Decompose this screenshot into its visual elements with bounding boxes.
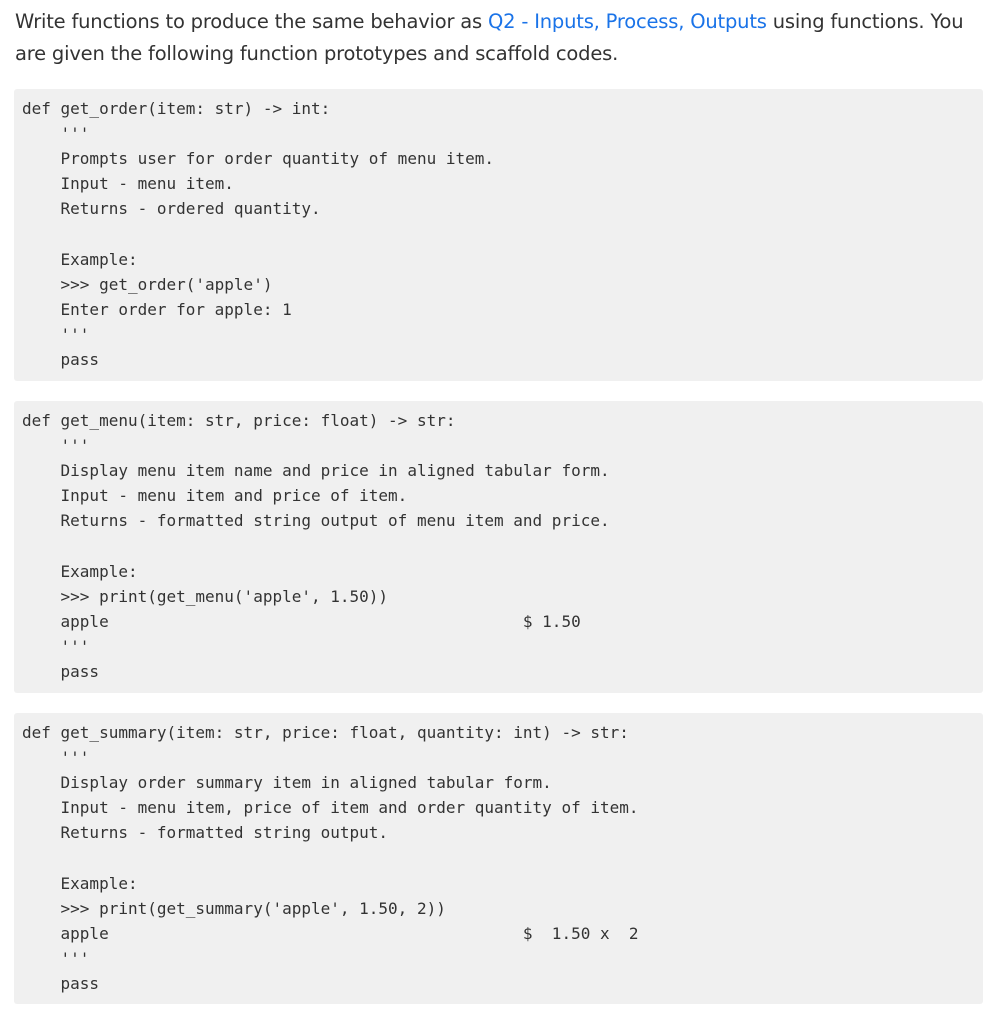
- code-line: >>> get_order('apple'): [22, 274, 273, 294]
- code-line: ''': [22, 948, 90, 968]
- code-line: Returns - ordered quantity.: [22, 199, 321, 219]
- code-line: pass: [22, 661, 100, 681]
- code-line: Input - menu item and price of item.: [22, 486, 408, 506]
- code-line: >>> print(get_menu('apple', 1.50)): [22, 586, 389, 606]
- code-line: ''': [22, 636, 90, 656]
- code-line: pass: [22, 973, 100, 993]
- code-block-get-order: [14, 89, 983, 381]
- code-line: ''': [22, 436, 90, 456]
- code-line: Example:: [22, 873, 138, 893]
- instructions-text-start: Write functions to produce the same behavior as: [15, 10, 489, 33]
- code-line: >>> print(get_summary('apple', 1.50, 2)): [22, 898, 446, 918]
- code-line: ''': [22, 748, 90, 768]
- code-line: [22, 221, 983, 246]
- code-line: Returns - formatted string output of menu item and price.: [22, 511, 610, 531]
- code-block-get-menu: [14, 401, 983, 693]
- code-line: Example:: [22, 561, 138, 581]
- code-line: Enter order for apple: 1: [22, 299, 292, 319]
- code-line: apple $ 1.50: [22, 611, 581, 631]
- code-line: def get_order(item: str) -> int:: [22, 99, 331, 118]
- code-line: ''': [22, 124, 90, 144]
- code-line: apple $ 1.50 x 2: [22, 923, 639, 943]
- code-line: ''': [22, 324, 90, 344]
- code-line: Input - menu item.: [22, 174, 234, 194]
- code-block-get-summary: [14, 713, 983, 1004]
- code-line: def get_summary(item: str, price: float, quantity: int) -> str:: [22, 723, 629, 742]
- code-line: Example:: [22, 249, 138, 269]
- instructions-paragraph: [15, 6, 985, 70]
- code-line: def get_menu(item: str, price: float) -> str:: [22, 411, 456, 430]
- instructions-text-end: using functions. You are given the following function prototypes and scaffold codes.: [15, 10, 964, 65]
- code-line: Prompts user for order quantity of menu item.: [22, 149, 495, 169]
- code-line: Display menu item name and price in aligned tabular form.: [22, 461, 610, 481]
- code-line: Returns - formatted string output.: [22, 823, 389, 843]
- code-line: [22, 845, 983, 870]
- code-line: pass: [22, 349, 100, 369]
- code-line: Display order summary item in aligned tabular form.: [22, 773, 552, 793]
- code-line: Input - menu item, price of item and order quantity of item.: [22, 798, 639, 818]
- q2-inputs-process-outputs-link[interactable]: Q2 - Inputs, Process, Outputs: [488, 10, 767, 33]
- code-line: [22, 533, 983, 558]
